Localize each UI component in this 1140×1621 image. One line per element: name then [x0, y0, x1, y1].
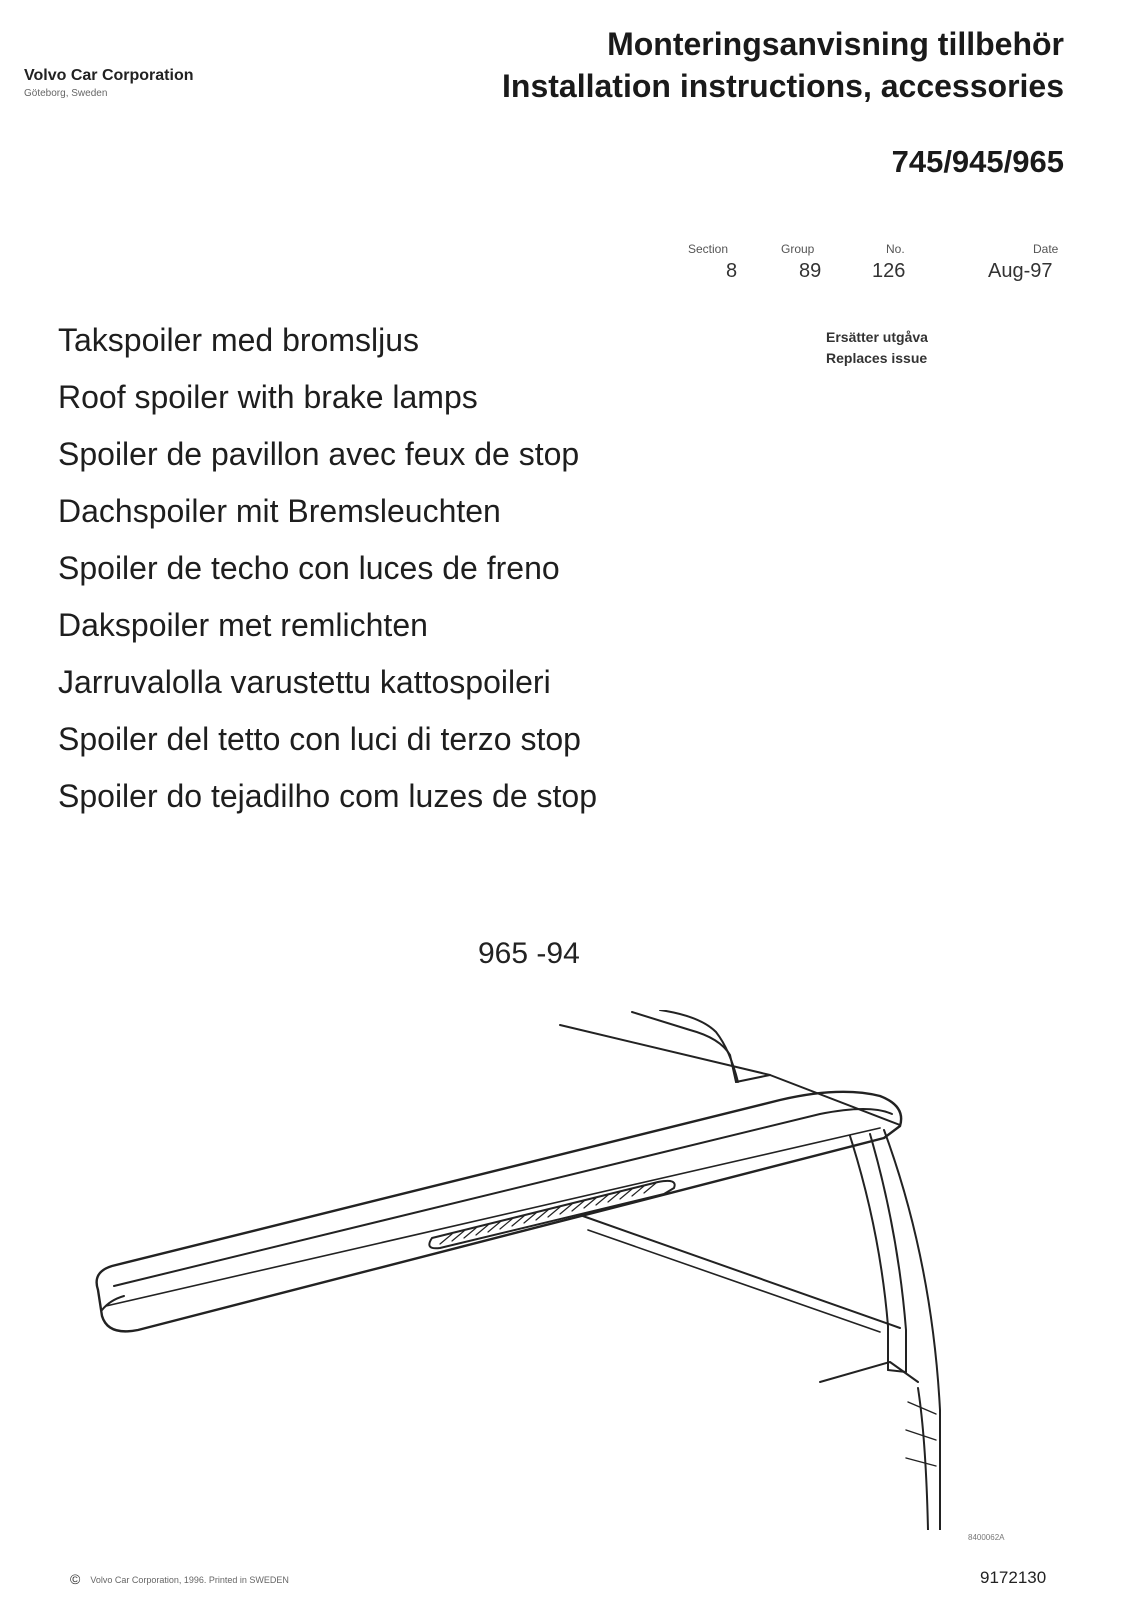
- title-dutch: Dakspoiler met remlichten: [58, 607, 428, 643]
- roof-rail-line: [632, 1012, 736, 1082]
- replaces-issue: [826, 327, 928, 369]
- section-label: Section: [688, 242, 729, 256]
- replaces-issue-english: Replaces issue: [826, 350, 928, 366]
- roof-rail-end: [736, 1075, 770, 1082]
- part-number: 9172130: [980, 1568, 1047, 1587]
- group-label: Group: [781, 242, 815, 256]
- group-value: 89: [799, 260, 822, 282]
- spoiler-top-edge: [114, 1109, 892, 1286]
- drawing-code: 8400062A: [968, 1533, 1005, 1542]
- tailgate-line: [580, 1215, 900, 1328]
- title-german: Dachspoiler mit Bremsleuchten: [58, 493, 501, 529]
- copyright-symbol: ©: [70, 1571, 81, 1587]
- figure-label: 965 -94: [478, 937, 580, 970]
- tailgate-line-2: [588, 1230, 880, 1332]
- doc-title-english: Installation instructions, accessories: [502, 68, 1064, 104]
- date-label: Date: [1033, 242, 1059, 256]
- pillar-line-outer: [884, 1130, 940, 1530]
- copyright-notice: [70, 1571, 289, 1587]
- replaces-issue-swedish: Ersätter utgåva: [826, 329, 928, 345]
- title-finnish: Jarruvalolla varustettu kattospoileri: [58, 664, 551, 700]
- title-french: Spoiler de pavillon avec feux de stop: [58, 436, 580, 472]
- spoiler-body: [97, 1092, 902, 1332]
- title-spanish: Spoiler de techo con luces de freno: [58, 550, 560, 586]
- roof-rail-line-2: [660, 1010, 738, 1082]
- date-value: Aug-97: [988, 260, 1053, 282]
- rear-window-frame: [888, 1370, 928, 1530]
- number-label: No.: [886, 242, 905, 256]
- model-numbers: 745/945/965: [891, 144, 1064, 179]
- window-corner: [820, 1362, 918, 1382]
- brake-lamp-lens-pattern: [440, 1183, 656, 1244]
- pillar-line-inner: [850, 1136, 888, 1370]
- number-value: 126: [872, 260, 906, 282]
- title-english: Roof spoiler with brake lamps: [58, 379, 478, 415]
- doc-title-swedish: Monteringsanvisning tillbehör: [607, 26, 1064, 62]
- roof-spoiler-drawing: [80, 1010, 980, 1530]
- section-value: 8: [726, 260, 738, 282]
- company-city: Göteborg, Sweden: [24, 88, 108, 99]
- title-swedish: Takspoiler med bromsljus: [58, 322, 420, 358]
- copyright-text: Volvo Car Corporation, 1996. Printed in SWEDEN: [90, 1575, 289, 1585]
- title-italian: Spoiler del tetto con luci di terzo stop: [58, 721, 581, 757]
- multilingual-title-list: [58, 312, 597, 825]
- company-name: Volvo Car Corporation: [24, 67, 194, 84]
- title-portuguese: Spoiler do tejadilho com luzes de stop: [58, 778, 597, 814]
